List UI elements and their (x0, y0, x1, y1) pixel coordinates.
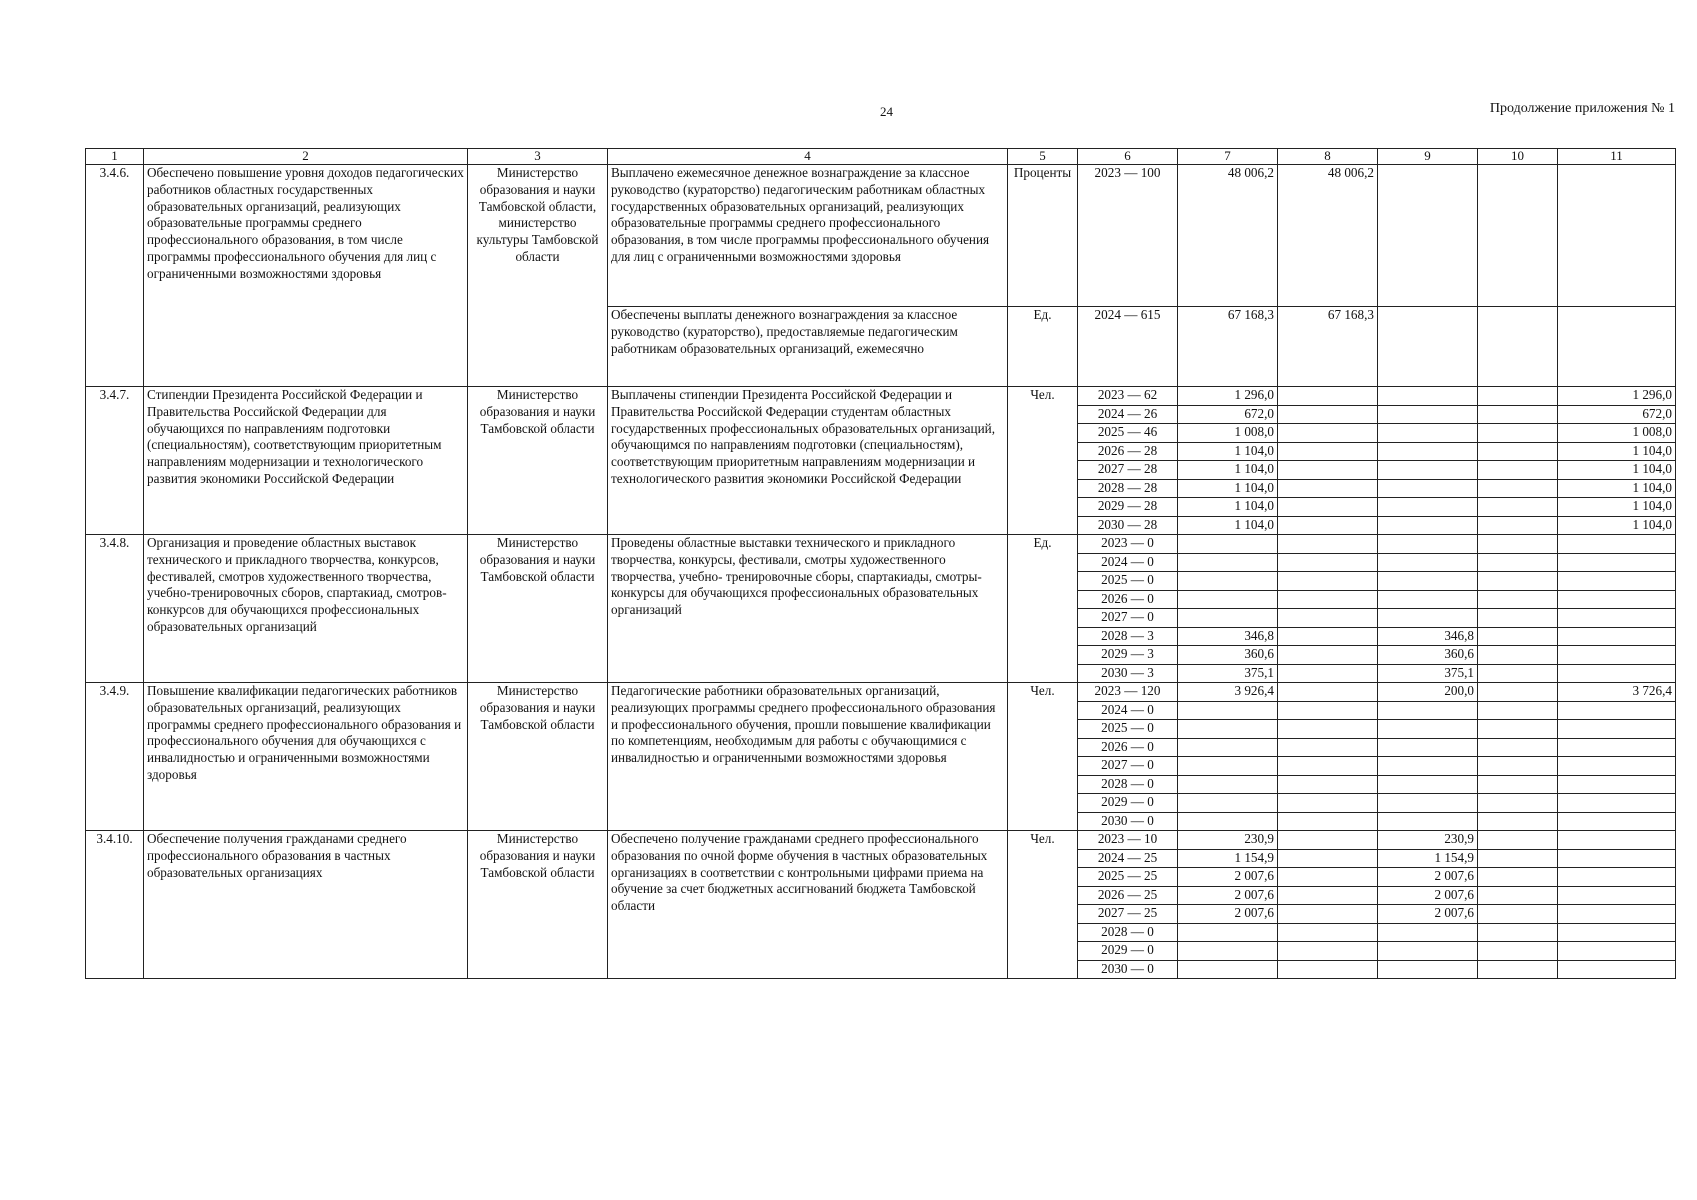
amount-other: 1 104,0 (1558, 516, 1676, 535)
amount-other (1558, 757, 1676, 776)
amount-regional: 200,0 (1378, 683, 1478, 702)
amount-other (1558, 646, 1676, 665)
amount-federal (1278, 535, 1378, 554)
amount-total (1178, 535, 1278, 554)
amount-federal (1278, 868, 1378, 887)
amount-federal (1278, 942, 1378, 961)
amount-regional (1378, 942, 1478, 961)
amount-total (1178, 720, 1278, 739)
year-value: 2028 — 3 (1078, 627, 1178, 646)
amount-other (1558, 849, 1676, 868)
col-header: 2 (144, 149, 468, 165)
amount-regional: 2 007,6 (1378, 886, 1478, 905)
result-text: Педагогические работники образовательных организаций, реализующих программы среднего профессионального образования и профессионального обучения, прошли повышение квалификации по компетенциям, необходимым для работы с обучающимися с инвалидностью и ограниченными возможностями здоровья (608, 683, 1008, 831)
amount-regional (1378, 701, 1478, 720)
table-row (86, 387, 1676, 406)
amount-total (1178, 572, 1278, 591)
result-text: Обеспечены выплаты денежного вознаграждения за классное руководство (кураторство), предоставляемые педагогическим работникам образовательных организаций, ежемесячно (608, 307, 1008, 387)
amount-regional (1378, 424, 1478, 443)
year-value: 2025 — 46 (1078, 424, 1178, 443)
executor: Министерство образования и науки Тамбовской области (468, 387, 608, 535)
year-value: 2030 — 28 (1078, 516, 1178, 535)
amount-local (1478, 720, 1558, 739)
row-code: 3.4.8. (86, 535, 144, 683)
amount-local (1478, 664, 1558, 683)
amount-total: 3 926,4 (1178, 683, 1278, 702)
amount-regional: 2 007,6 (1378, 868, 1478, 887)
amount-local (1478, 405, 1558, 424)
amount-other (1558, 590, 1676, 609)
amount-federal (1278, 498, 1378, 517)
table-row (86, 683, 1676, 702)
appendix-note: Продолжение приложения № 1 (1489, 101, 1675, 116)
table-row (86, 165, 1676, 307)
amount-federal (1278, 849, 1378, 868)
amount-federal (1278, 516, 1378, 535)
year-value: 2023 — 0 (1078, 535, 1178, 554)
amount-regional (1378, 553, 1478, 572)
amount-federal (1278, 886, 1378, 905)
amount-total (1178, 942, 1278, 961)
amount-other (1558, 535, 1676, 554)
amount-total (1178, 553, 1278, 572)
amount-other (1558, 905, 1676, 924)
result-text: Выплачены стипендии Президента Российской Федерации и Правительства Российской Федерации студентам областных государственных профессиональных образовательных организаций, обучающимся по направлениям подготовки (специальностям), соответствующим приоритетным направлениям модернизации и технологического развития экономики Российской Федерации (608, 387, 1008, 535)
year-value: 2028 — 0 (1078, 775, 1178, 794)
executor: Министерство образования и науки Тамбовской области, министерство культуры Тамбовской области (468, 165, 608, 387)
amount-other (1558, 942, 1676, 961)
amount-regional (1378, 794, 1478, 813)
year-value: 2029 — 0 (1078, 794, 1178, 813)
amount-total (1178, 794, 1278, 813)
executor: Министерство образования и науки Тамбовской области (468, 683, 608, 831)
row-code: 3.4.7. (86, 387, 144, 535)
amount-regional: 360,6 (1378, 646, 1478, 665)
year-value: 2026 — 25 (1078, 886, 1178, 905)
year-value: 2027 — 0 (1078, 757, 1178, 776)
amount-total: 48 006,2 (1178, 165, 1278, 307)
amount-total: 2 007,6 (1178, 905, 1278, 924)
year-value: 2030 — 0 (1078, 812, 1178, 831)
amount-federal (1278, 572, 1378, 591)
amount-federal: 48 006,2 (1278, 165, 1378, 307)
amount-total: 1 008,0 (1178, 424, 1278, 443)
year-value: 2030 — 3 (1078, 664, 1178, 683)
activity-name: Организация и проведение областных выставок технического и прикладного творчества, конкурсов, фестивалей, смотров художественного творчества, учебно-тренировочных сборов, спартакиад, смотров-конкурсов для обучающихся профессиональных образовательных организаций (144, 535, 468, 683)
year-value: 2026 — 28 (1078, 442, 1178, 461)
year-value: 2027 — 25 (1078, 905, 1178, 924)
amount-federal (1278, 812, 1378, 831)
amount-regional (1378, 590, 1478, 609)
amount-other (1558, 960, 1676, 979)
amount-total (1178, 609, 1278, 628)
result-text: Проведены областные выставки технического и прикладного творчества, конкурсы, фестивали, смотры художественного творчества, учебно- тренировочные сборы, спартакиады, смотры-конкурсы для обучающихся профессиональных образовательных организаций (608, 535, 1008, 683)
amount-total (1178, 701, 1278, 720)
amount-local (1478, 498, 1558, 517)
amount-federal (1278, 738, 1378, 757)
amount-other (1558, 868, 1676, 887)
amount-federal (1278, 387, 1378, 406)
amount-other: 1 104,0 (1558, 442, 1676, 461)
amount-other (1558, 572, 1676, 591)
year-value: 2025 — 25 (1078, 868, 1178, 887)
amount-other (1558, 720, 1676, 739)
amount-total: 1 104,0 (1178, 442, 1278, 461)
amount-other: 1 104,0 (1558, 461, 1676, 480)
col-header: 7 (1178, 149, 1278, 165)
amount-local (1478, 646, 1558, 665)
year-value: 2023 — 100 (1078, 165, 1178, 307)
col-header: 8 (1278, 149, 1378, 165)
amount-federal (1278, 479, 1378, 498)
amount-local (1478, 775, 1558, 794)
amount-local (1478, 535, 1558, 554)
amount-total (1178, 923, 1278, 942)
amount-other: 1 104,0 (1558, 479, 1676, 498)
amount-local (1478, 479, 1558, 498)
col-header: 9 (1378, 149, 1478, 165)
row-code: 3.4.10. (86, 831, 144, 979)
amount-other: 672,0 (1558, 405, 1676, 424)
amount-regional (1378, 775, 1478, 794)
amount-local (1478, 738, 1558, 757)
year-value: 2026 — 0 (1078, 738, 1178, 757)
amount-federal (1278, 775, 1378, 794)
year-value: 2024 — 0 (1078, 701, 1178, 720)
amount-other (1558, 165, 1676, 307)
amount-local (1478, 442, 1558, 461)
row-code: 3.4.9. (86, 683, 144, 831)
year-value: 2027 — 28 (1078, 461, 1178, 480)
amount-federal (1278, 405, 1378, 424)
amount-local (1478, 812, 1558, 831)
amount-total: 230,9 (1178, 831, 1278, 850)
col-header: 6 (1078, 149, 1178, 165)
amount-total: 2 007,6 (1178, 886, 1278, 905)
unit: Проценты (1008, 165, 1078, 307)
amount-other (1558, 923, 1676, 942)
year-value: 2027 — 0 (1078, 609, 1178, 628)
amount-federal (1278, 757, 1378, 776)
amount-federal (1278, 831, 1378, 850)
year-value: 2024 — 26 (1078, 405, 1178, 424)
activity-name: Обеспечено повышение уровня доходов педагогических работников областных государственных образовательных организаций, реализующих образовательные программы среднего профессионального образования, в том числе программы профессионального обучения для лиц с ограниченными возможностями здоровья (144, 165, 468, 387)
amount-local (1478, 307, 1558, 387)
page-number: 24 (880, 104, 893, 119)
amount-total: 375,1 (1178, 664, 1278, 683)
amount-other (1558, 553, 1676, 572)
year-value: 2030 — 0 (1078, 960, 1178, 979)
unit: Ед. (1008, 535, 1078, 683)
amount-local (1478, 923, 1558, 942)
amount-regional (1378, 738, 1478, 757)
amount-other (1558, 812, 1676, 831)
amount-local (1478, 683, 1558, 702)
activity-name: Повышение квалификации педагогических работников образовательных организаций, реализующих программы среднего профессионального образования и профессионального обучения для обучающихся с инвалидностью и ограниченными возможностями здоровья (144, 683, 468, 831)
amount-other: 1 008,0 (1558, 424, 1676, 443)
amount-local (1478, 627, 1558, 646)
amount-regional (1378, 572, 1478, 591)
amount-regional: 1 154,9 (1378, 849, 1478, 868)
col-header: 10 (1478, 149, 1558, 165)
amount-other (1558, 831, 1676, 850)
amount-regional (1378, 405, 1478, 424)
amount-local (1478, 165, 1558, 307)
amount-other: 1 104,0 (1558, 498, 1676, 517)
amount-total (1178, 738, 1278, 757)
amount-federal (1278, 442, 1378, 461)
year-value: 2029 — 3 (1078, 646, 1178, 665)
amount-total: 1 104,0 (1178, 498, 1278, 517)
amount-regional: 230,9 (1378, 831, 1478, 850)
amount-federal (1278, 720, 1378, 739)
col-header: 3 (468, 149, 608, 165)
amount-local (1478, 609, 1558, 628)
amount-regional (1378, 757, 1478, 776)
amount-local (1478, 553, 1558, 572)
amount-local (1478, 590, 1558, 609)
amount-total (1178, 757, 1278, 776)
amount-local (1478, 701, 1558, 720)
amount-total: 1 104,0 (1178, 479, 1278, 498)
amount-other (1558, 738, 1676, 757)
year-value: 2024 — 25 (1078, 849, 1178, 868)
amount-federal (1278, 794, 1378, 813)
amount-local (1478, 868, 1558, 887)
year-value: 2023 — 10 (1078, 831, 1178, 850)
col-header: 1 (86, 149, 144, 165)
amount-local (1478, 886, 1558, 905)
amount-total: 1 104,0 (1178, 516, 1278, 535)
year-value: 2029 — 28 (1078, 498, 1178, 517)
amount-regional (1378, 442, 1478, 461)
program-table (85, 148, 1676, 979)
amount-other (1558, 794, 1676, 813)
amount-total (1178, 960, 1278, 979)
unit: Ед. (1008, 307, 1078, 387)
year-value: 2025 — 0 (1078, 720, 1178, 739)
amount-other (1558, 775, 1676, 794)
amount-regional: 2 007,6 (1378, 905, 1478, 924)
year-value: 2024 — 0 (1078, 553, 1178, 572)
amount-total: 1 154,9 (1178, 849, 1278, 868)
amount-regional (1378, 516, 1478, 535)
amount-total: 672,0 (1178, 405, 1278, 424)
unit: Чел. (1008, 387, 1078, 535)
amount-other (1558, 886, 1676, 905)
amount-total: 1 296,0 (1178, 387, 1278, 406)
result-text: Выплачено ежемесячное денежное вознаграждение за классное руководство (кураторство) педагогическим работникам областных государственных образовательных организаций, реализующих образовательные программы среднего профессионального образования, в том числе программы профессионального обучения для лиц с ограниченными возможностями здоровья (608, 165, 1008, 307)
unit: Чел. (1008, 683, 1078, 831)
amount-local (1478, 960, 1558, 979)
amount-local (1478, 905, 1558, 924)
row-code: 3.4.6. (86, 165, 144, 387)
amount-local (1478, 572, 1558, 591)
amount-local (1478, 461, 1558, 480)
amount-local (1478, 831, 1558, 850)
result-text: Обеспечено получение гражданами среднего профессионального образования по очной форме обучения в частных образовательных организациях в соответствии с контрольными цифрами приема на обучение за счет бюджетных ассигнований бюджета Тамбовской области (608, 831, 1008, 979)
amount-total: 1 104,0 (1178, 461, 1278, 480)
amount-regional: 375,1 (1378, 664, 1478, 683)
unit: Чел. (1008, 831, 1078, 979)
amount-total: 346,8 (1178, 627, 1278, 646)
amount-federal (1278, 646, 1378, 665)
amount-other (1558, 664, 1676, 683)
amount-other (1558, 627, 1676, 646)
amount-federal (1278, 590, 1378, 609)
year-value: 2028 — 0 (1078, 923, 1178, 942)
amount-other: 3 726,4 (1558, 683, 1676, 702)
amount-regional (1378, 498, 1478, 517)
amount-federal (1278, 701, 1378, 720)
year-value: 2026 — 0 (1078, 590, 1178, 609)
amount-regional: 346,8 (1378, 627, 1478, 646)
amount-local (1478, 516, 1558, 535)
amount-regional (1378, 720, 1478, 739)
amount-total (1178, 590, 1278, 609)
year-value: 2028 — 28 (1078, 479, 1178, 498)
amount-federal (1278, 960, 1378, 979)
amount-federal (1278, 664, 1378, 683)
amount-regional (1378, 387, 1478, 406)
amount-local (1478, 794, 1558, 813)
amount-regional (1378, 923, 1478, 942)
amount-federal (1278, 461, 1378, 480)
amount-regional (1378, 307, 1478, 387)
amount-other: 1 296,0 (1558, 387, 1676, 406)
year-value: 2023 — 62 (1078, 387, 1178, 406)
amount-other (1558, 609, 1676, 628)
amount-federal (1278, 905, 1378, 924)
amount-regional (1378, 812, 1478, 831)
amount-federal (1278, 424, 1378, 443)
amount-local (1478, 942, 1558, 961)
amount-total (1178, 775, 1278, 794)
table-body (86, 165, 1676, 979)
amount-other (1558, 307, 1676, 387)
amount-total: 360,6 (1178, 646, 1278, 665)
table-row (86, 831, 1676, 850)
year-value: 2029 — 0 (1078, 942, 1178, 961)
amount-federal (1278, 683, 1378, 702)
amount-total: 2 007,6 (1178, 868, 1278, 887)
col-header: 11 (1558, 149, 1676, 165)
activity-name: Стипендии Президента Российской Федерации и Правительства Российской Федерации для обучающихся по направлениям подготовки (специальностям), соответствующим приоритетным направлениям модернизации и технологического развития экономики Российской Федерации (144, 387, 468, 535)
amount-regional (1378, 960, 1478, 979)
amount-other (1558, 701, 1676, 720)
amount-regional (1378, 461, 1478, 480)
amount-federal (1278, 923, 1378, 942)
amount-federal (1278, 553, 1378, 572)
col-header: 4 (608, 149, 1008, 165)
amount-local (1478, 757, 1558, 776)
executor: Министерство образования и науки Тамбовской области (468, 831, 608, 979)
amount-regional (1378, 165, 1478, 307)
amount-federal: 67 168,3 (1278, 307, 1378, 387)
amount-total: 67 168,3 (1178, 307, 1278, 387)
executor: Министерство образования и науки Тамбовской области (468, 535, 608, 683)
amount-federal (1278, 609, 1378, 628)
amount-regional (1378, 609, 1478, 628)
amount-local (1478, 849, 1558, 868)
amount-federal (1278, 627, 1378, 646)
table-row (86, 535, 1676, 554)
col-header: 5 (1008, 149, 1078, 165)
column-number-row (86, 149, 1676, 165)
amount-regional (1378, 535, 1478, 554)
amount-total (1178, 812, 1278, 831)
year-value: 2024 — 615 (1078, 307, 1178, 387)
amount-local (1478, 387, 1558, 406)
year-value: 2023 — 120 (1078, 683, 1178, 702)
year-value: 2025 — 0 (1078, 572, 1178, 591)
amount-local (1478, 424, 1558, 443)
activity-name: Обеспечение получения гражданами среднего профессионального образования в частных образовательных организациях (144, 831, 468, 979)
amount-regional (1378, 479, 1478, 498)
